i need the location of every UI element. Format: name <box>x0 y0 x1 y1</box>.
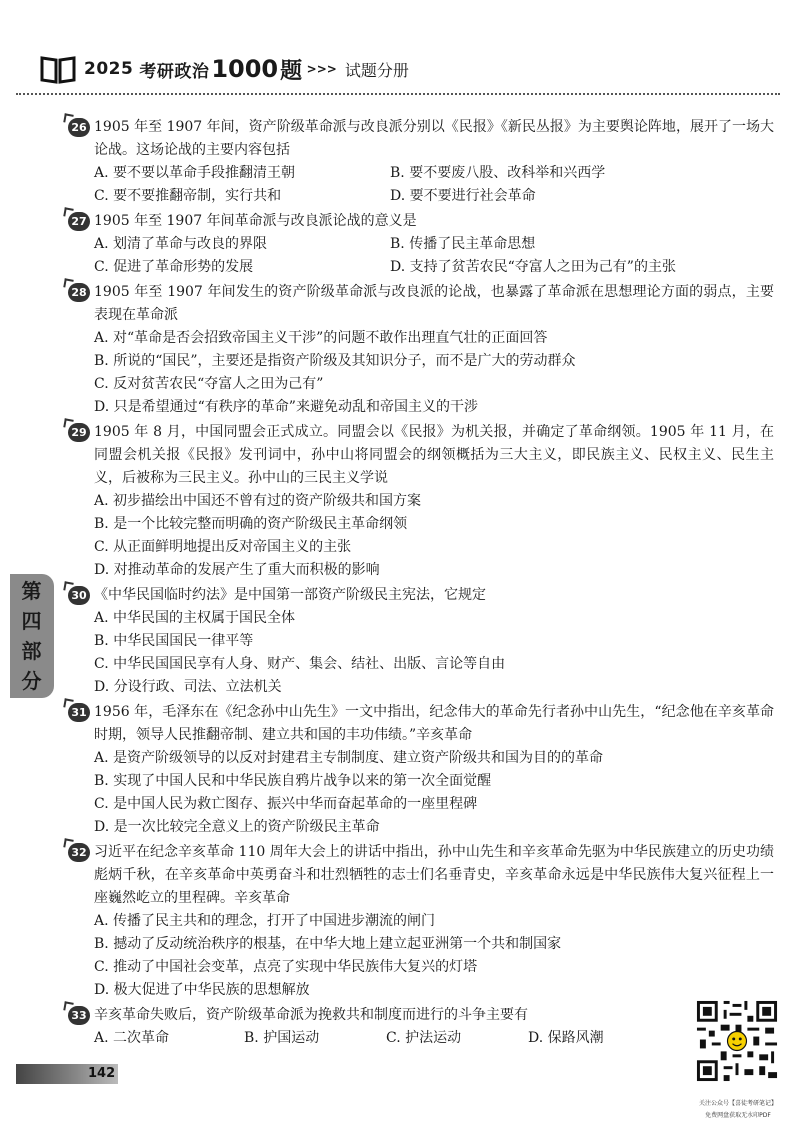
section-tab-char: 分 <box>21 669 43 693</box>
option-a: A. 要不要以革命手段推翻清王朝 <box>94 165 296 181</box>
question-options <box>94 490 774 582</box>
question-33 <box>71 1004 774 1050</box>
option-a: A. 二次革命 <box>94 1030 170 1046</box>
question-options <box>94 910 774 1002</box>
header-title-part2: 题 <box>280 58 303 84</box>
question-32 <box>71 841 774 1002</box>
question-31 <box>71 701 774 839</box>
question-stem: 1956 年，毛泽东在《纪念孙中山先生》一文中指出，纪念伟大的革命先行者孙中山先生，“纪念他在辛亥革命时期，领导人民推翻帝制、建立共和国的丰功伟绩。”辛亥革命 <box>94 704 774 743</box>
qr-caption-pdf: 免费网盘获取无水印PDF <box>705 1112 771 1119</box>
option-b: B. 传播了民主革命思想 <box>390 236 536 252</box>
page-number: 142 <box>88 1066 116 1081</box>
option-b: B. 是一个比较完整而明确的资产阶级民主革命纲领 <box>94 516 408 532</box>
question-stem: 1905 年至 1907 年间发生的资产阶级革命派与改良派的论战，也暴露了革命派在思想理论方面的弱点，主要表现在革命派 <box>94 284 774 323</box>
qr-caption-follow: 关注公众号【喜徒考研笔记】 <box>698 1100 777 1107</box>
option-b: B. 要不要废八股、改科举和兴西学 <box>390 165 606 181</box>
question-options <box>94 1027 774 1050</box>
option-d: D. 保路风潮 <box>528 1030 604 1046</box>
question-number-badge: 29 <box>68 423 90 442</box>
option-c: C. 中华民国国民享有人身、财产、集会、结社、出版、言论等自由 <box>94 656 506 672</box>
option-b: B. 护国运动 <box>244 1030 320 1046</box>
option-a: A. 中华民国的主权属于国民全体 <box>94 610 296 626</box>
section-tab <box>10 574 54 698</box>
option-a: A. 是资产阶级领导的以反对封建君主专制制度、建立资产阶级共和国为目的的革命 <box>94 750 604 766</box>
option-a: A. 初步描绘出中国还不曾有过的资产阶级共和国方案 <box>94 493 422 509</box>
question-28 <box>71 281 774 419</box>
option-b: B. 中华民国国民一律平等 <box>94 633 254 649</box>
page-header <box>40 52 409 86</box>
option-d: D. 是一次比较完全意义上的资产阶级民主革命 <box>94 819 380 835</box>
option-d: D. 支持了贫苦农民“夺富人之田为己有”的主张 <box>390 259 676 275</box>
option-d: D. 只是希望通过“有秩序的革命”来避免动乱和帝国主义的干涉 <box>94 399 478 415</box>
question-26 <box>71 116 774 208</box>
option-c: C. 促进了革命形势的发展 <box>94 259 254 275</box>
header-arrows: >>> <box>306 62 337 76</box>
question-options <box>94 327 774 419</box>
option-d: D. 对推动革命的发展产生了重大而积极的影响 <box>94 562 380 578</box>
question-29 <box>71 421 774 582</box>
question-list <box>71 116 774 1052</box>
header-subtitle: 试题分册 <box>344 60 409 80</box>
question-30 <box>71 584 774 699</box>
question-number-badge: 33 <box>68 1006 90 1025</box>
option-c: C. 是中国人民为救亡图存、振兴中华而奋起革命的一座里程碑 <box>94 796 478 812</box>
option-c: C. 从正面鲜明地提出反对帝国主义的主张 <box>94 539 352 555</box>
question-stem: 习近平在纪念辛亥革命 110 周年大会上的讲话中指出，孙中山先生和辛亥革命先驱为中华民族建立的历史功绩彪炳千秋，在辛亥革命中英勇奋斗和壮烈牺牲的志士们名垂青史，辛亥革命永远是中华民族伟大复兴征程上一座巍然屹立的里程碑。辛亥革命 <box>94 844 774 906</box>
option-b: B. 撼动了反动统治秩序的根基，在中华大地上建立起亚洲第一个共和制国家 <box>94 936 562 952</box>
question-options <box>94 162 774 208</box>
question-27 <box>71 210 774 279</box>
section-tab-char: 四 <box>21 609 43 633</box>
section-tab-char: 第 <box>21 579 43 603</box>
option-d: D. 要不要进行社会革命 <box>390 188 536 204</box>
header-year: 2025 <box>84 59 134 79</box>
question-number-badge: 30 <box>68 586 90 605</box>
option-b: B. 所说的“国民”，主要还是指资产阶级及其知识分子，而不是广大的劳动群众 <box>94 353 576 369</box>
question-options <box>94 747 774 839</box>
question-number-badge: 27 <box>68 212 90 231</box>
question-number-badge: 28 <box>68 283 90 302</box>
option-c: C. 推动了中国社会变革，点亮了实现中华民族伟大复兴的灯塔 <box>94 959 478 975</box>
section-tab-char: 部 <box>21 639 43 663</box>
option-c: C. 反对贫苦农民“夺富人之田为己有” <box>94 376 324 392</box>
open-book-icon <box>40 54 76 84</box>
option-c: C. 护法运动 <box>386 1030 462 1046</box>
option-a: A. 传播了民主共和的理念，打开了中国进步潮流的闸门 <box>94 913 436 929</box>
question-number-badge: 31 <box>68 703 90 722</box>
question-stem: 1905 年至 1907 年间，资产阶级革命派与改良派分别以《民报》《新民丛报》为主要舆论阵地，展开了一场大论战。这场论战的主要内容包括 <box>94 119 774 158</box>
header-title-big: 1000 <box>211 55 279 83</box>
option-c: C. 要不要推翻帝制，实行共和 <box>94 188 282 204</box>
header-title-part1: 考研政治 <box>139 61 210 82</box>
option-d: D. 分设行政、司法、立法机关 <box>94 679 282 695</box>
option-a: A. 划清了革命与改良的界限 <box>94 236 268 252</box>
option-a: A. 对“革命是否会招致帝国主义干涉”的问题不敢作出理直气壮的正面回答 <box>94 330 548 346</box>
question-number-badge: 26 <box>68 118 90 137</box>
question-options <box>94 607 774 699</box>
question-options <box>94 233 774 279</box>
question-number-badge: 32 <box>68 843 90 862</box>
qr-code-icon <box>694 998 780 1084</box>
question-stem: 《中华民国临时约法》是中国第一部资产阶级民主宪法，它规定 <box>94 587 486 603</box>
question-stem: 1905 年 8 月，中国同盟会正式成立。同盟会以《民报》为机关报，并确定了革命纲领。1905 年 11 月，在同盟会机关报《民报》发刊词中，孙中山将同盟会的纲领概括为三大主义，即民族主义、民权主义、民生主义，后被称为三民主义。孙中山的三民主义学说 <box>94 424 774 486</box>
header-divider <box>16 93 780 95</box>
question-stem: 1905 年至 1907 年间革命派与改良派论战的意义是 <box>94 213 417 229</box>
option-b: B. 实现了中国人民和中华民族自鸦片战争以来的第一次全面觉醒 <box>94 773 492 789</box>
option-d: D. 极大促进了中华民族的思想解放 <box>94 982 310 998</box>
question-stem: 辛亥革命失败后，资产阶级革命派为挽救共和制度而进行的斗争主要有 <box>94 1007 528 1023</box>
